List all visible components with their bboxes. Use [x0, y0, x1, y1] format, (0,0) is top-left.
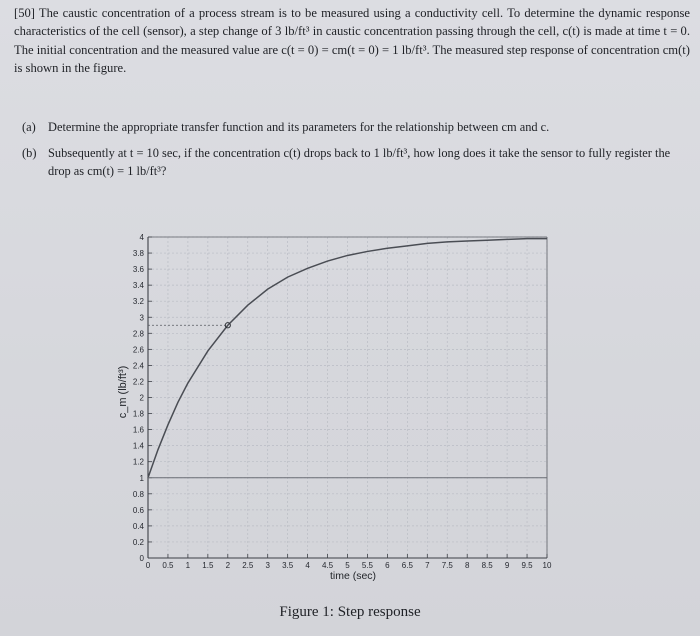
x-tick-label: 3 [265, 561, 270, 570]
y-tick-label: 4 [139, 233, 144, 242]
y-tick-label: 1.8 [132, 409, 144, 419]
y-tick-label: 1.6 [132, 425, 144, 435]
y-tick-label: 1 [139, 473, 144, 483]
y-tick-label: 0.6 [132, 505, 144, 515]
part-a-text: Determine the appropriate transfer function and its parameters for the relationship between cm and c. [48, 120, 550, 134]
y-tick-label: 2 [139, 393, 144, 403]
x-tick-label: 6.5 [401, 561, 413, 570]
part-b-tag: (b) [22, 146, 37, 161]
x-tick-label: 7 [425, 561, 430, 570]
y-tick-label: 2.6 [132, 345, 144, 355]
x-tick-label: 1 [185, 561, 191, 570]
x-tick-label: 2 [225, 561, 231, 570]
chart-ticks [133, 233, 552, 570]
y-tick-label: 1.2 [132, 457, 144, 467]
part-a-tag: (a) [22, 120, 36, 134]
y-tick-label: 2.8 [132, 329, 144, 339]
y-tick-label: 2.4 [132, 361, 144, 371]
x-tick-label: 8 [464, 561, 470, 570]
x-tick-label: 10 [542, 561, 552, 570]
y-tick-label: 3.4 [132, 281, 144, 291]
x-tick-label: 1.5 [202, 561, 214, 570]
x-tick-label: 9.5 [521, 561, 533, 570]
problem-text: [50] The caustic concentration of a process stream is to be measured using a conductivity cell. To determine the dynamic response characteristics of the cell (sensor), a step change of 3 lb/ft³ in caustic concentration passing through the cell, c(t) is made at time t = 0. The initial concentration and the measured value are c(t = 0) = cm(t = 0) = 1 lb/ft³. The measured step response of concentration cm(t) is shown in the figure. [14, 6, 690, 76]
x-tick-label: 5.5 [361, 561, 374, 570]
x-tick-label: 4.5 [321, 561, 334, 570]
y-tick-label: 0 [139, 554, 144, 563]
y-tick-label: 1.4 [132, 441, 144, 451]
y-tick-label: 3.6 [132, 265, 144, 275]
x-tick-label: 3.5 [282, 561, 294, 570]
y-tick-label: 0.2 [132, 537, 144, 547]
x-tick-label: 4 [305, 561, 310, 570]
chart-annotations [148, 323, 230, 328]
x-tick-label: 5 [345, 561, 350, 570]
y-tick-label: 3.2 [132, 297, 144, 307]
x-tick-label: 6 [385, 561, 390, 570]
x-tick-label: 0 [145, 561, 151, 570]
x-tick-label: 7.5 [441, 561, 453, 570]
y-tick-label: 3.8 [132, 249, 144, 259]
y-tick-label: 2.2 [132, 377, 144, 387]
figure-caption: Figure 1: Step response [279, 604, 421, 620]
y-tick-label: 0.8 [132, 489, 144, 499]
x-tick-label: 8.5 [481, 561, 493, 570]
x-tick-label: 2.5 [242, 561, 254, 570]
x-tick-label: 9 [504, 561, 510, 570]
chart-grid [148, 237, 547, 558]
y-tick-label: 3 [139, 313, 144, 323]
part-b-text: Subsequently at t = 10 sec, if the concentration c(t) drops back to 1 lb/ft³, how long does it take the sensor to fully register the drop as cm(t) = 1 lb/ft³? [48, 146, 671, 179]
x-tick-label: 0.5 [162, 561, 174, 570]
y-axis-label: c_m (lb/ft³) [117, 365, 129, 419]
x-axis-label: time (sec) [329, 570, 377, 582]
y-tick-label: 0.4 [132, 521, 144, 531]
